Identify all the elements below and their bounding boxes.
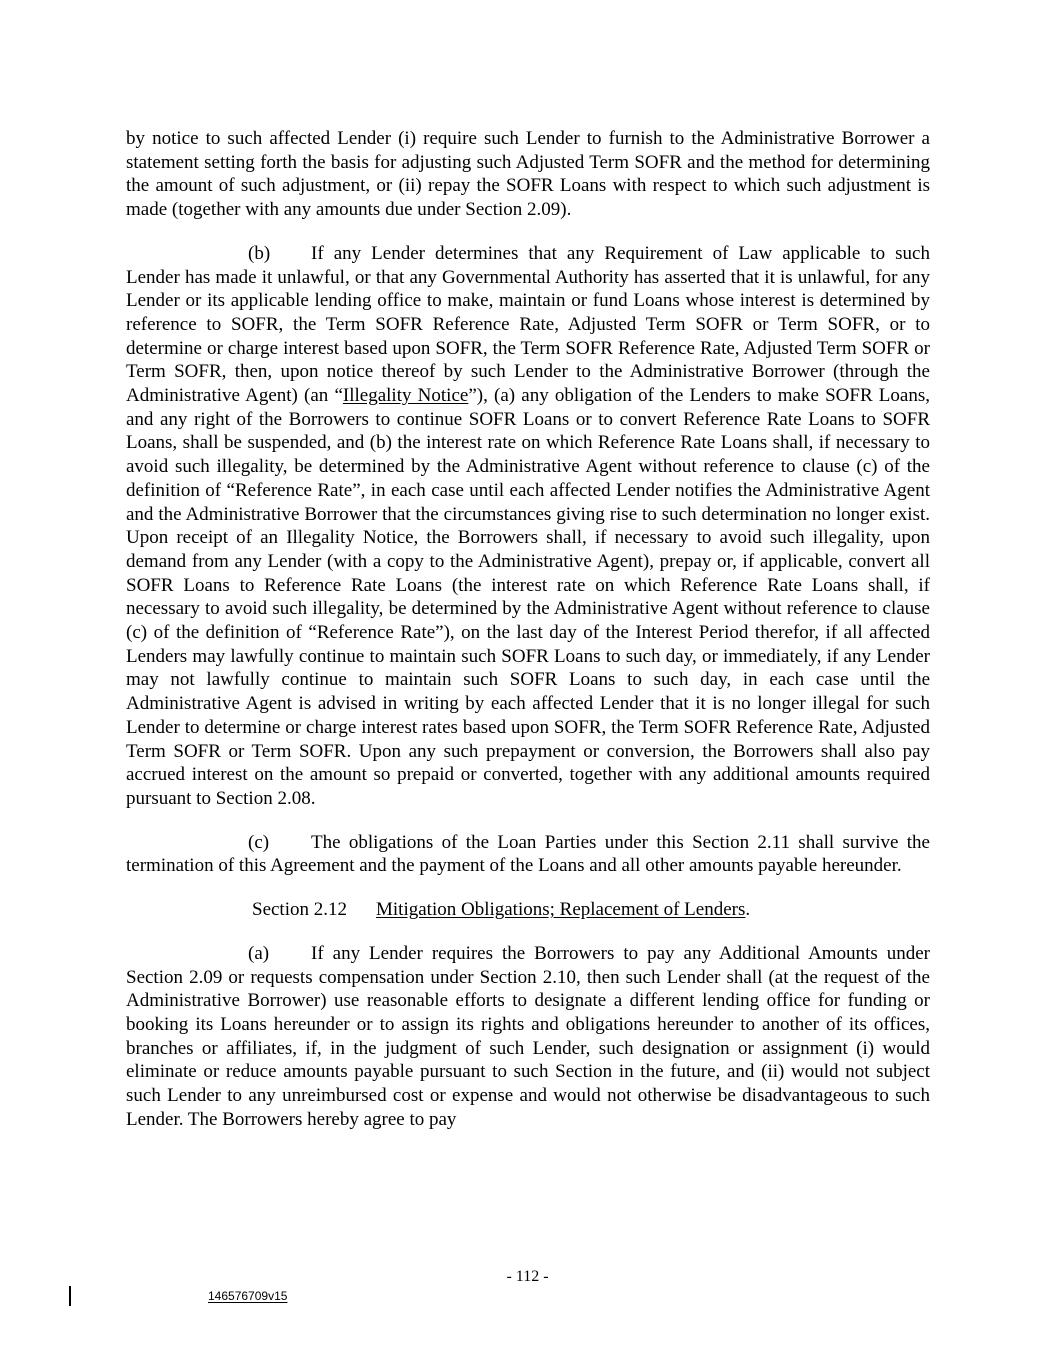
document-id: 146576709v15 — [208, 1289, 288, 1303]
paragraph-c — [126, 831, 930, 878]
paragraph-b-label: (b) — [248, 242, 271, 264]
paragraph-b-text-before: If any Lender determines that any Requirement of Law applicable to such Lender has made it unlawful, or that any Governmental Authority has asserted that it is unlawful, for any Lender or its applicable lending office to make, maintain or fund Loans whose interest is determined by reference to SOFR, the Term SOFR Reference Rate, Adjusted Term SOFR or Term SOFR, or to determine or charge interest based upon SOFR, the Term SOFR Reference Rate, Adjusted Term SOFR or Term SOFR, then, upon notice thereof by such Lender to the Administrative Borrower (through the Administrative Agent) (an “ — [126, 242, 930, 407]
paragraph-a-label: (a) — [248, 942, 270, 964]
revision-bar — [69, 1286, 71, 1306]
paragraph-a — [126, 942, 930, 1132]
paragraph-c-text: The obligations of the Loan Parties under this Section 2.11 shall survive the termination of this Agreement and the payment of the Loans and all other amounts payable hereunder. — [126, 831, 930, 877]
paragraph-b — [126, 242, 930, 811]
defined-term-illegality-notice: Illegality Notice — [342, 385, 469, 407]
paragraph-a-text: If any Lender requires the Borrowers to pay any Additional Amounts under Section 2.09 or requests compensation under Section 2.10, then such Lender shall (at the request of the Administrative Borrower) use reasonable efforts to designate a different lending office for funding or booking its Loans hereunder or to assign its rights and obligations hereunder to another of its offices, branches or affiliates, if, in the judgment of such Lender, such designation or assignment (i) would eliminate or reduce amounts payable pursuant to such Section in the future, and (ii) would not subject such Lender to any unreimbursed cost or expense and would not otherwise be disadvantageous to such Lender. The Borrowers hereby agree to pay — [126, 942, 930, 1130]
paragraph-b-text-after: ”), (a) any obligation of the Lenders to make SOFR Loans, and any right of the Borrowers to continue SOFR Loans or to convert Reference Rate Loans to SOFR Loans, shall be suspended, and (b) the interest rate on which Reference Rate Loans shall, if necessary to avoid such illegality, be determined by the Administrative Agent without reference to clause (c) of the definition of “Reference Rate”, in each case until each affected Lender notifies the Administrative Agent and the Administrative Borrower that the circumstances giving rise to such determination no longer exist. Upon receipt of an Illegality Notice, the Borrowers shall, if necessary to avoid such illegality, upon demand from any Lender (with a copy to the Administrative Agent), prepay or, if applicable, convert all SOFR Loans to Reference Rate Loans (the interest rate on which Reference Rate Loans shall, if necessary to avoid such illegality, be determined by the Administrative Agent without reference to clause (c) of the definition of “Reference Rate”), on the last day of the Interest Period therefor, if all affected Lenders may lawfully continue to maintain such SOFR Loans to such day, or immediately, if any Lender may not lawfully continue to maintain such SOFR Loans to such day, in each case until the Administrative Agent is advised in writing by each affected Lender that it is no longer illegal for such Lender to determine or charge interest rates based upon SOFR, the Term SOFR Reference Rate, Adjusted Term SOFR or Term SOFR. Upon any such prepayment or conversion, the Borrowers shall also pay accrued interest on the amount so prepaid or converted, together with any additional amounts required pursuant to Section 2.08. — [126, 385, 930, 809]
continuation-paragraph: by notice to such affected Lender (i) require such Lender to furnish to the Administrative Borrower a statement setting forth the basis for adjusting such Adjusted Term SOFR and the method for determining the amount of such adjustment, or (ii) repay the SOFR Loans with respect to which such adjustment is made (together with any amounts due under Section 2.09). — [126, 128, 930, 221]
section-title-period: . — [745, 899, 751, 921]
page-body — [126, 127, 930, 1151]
page-number: - 112 - — [506, 1268, 549, 1285]
section-number: Section 2.12 — [252, 899, 347, 921]
paragraph-c-label: (c) — [248, 831, 270, 853]
section-title: Mitigation Obligations; Replacement of Lenders — [376, 899, 746, 921]
section-heading — [126, 898, 930, 922]
